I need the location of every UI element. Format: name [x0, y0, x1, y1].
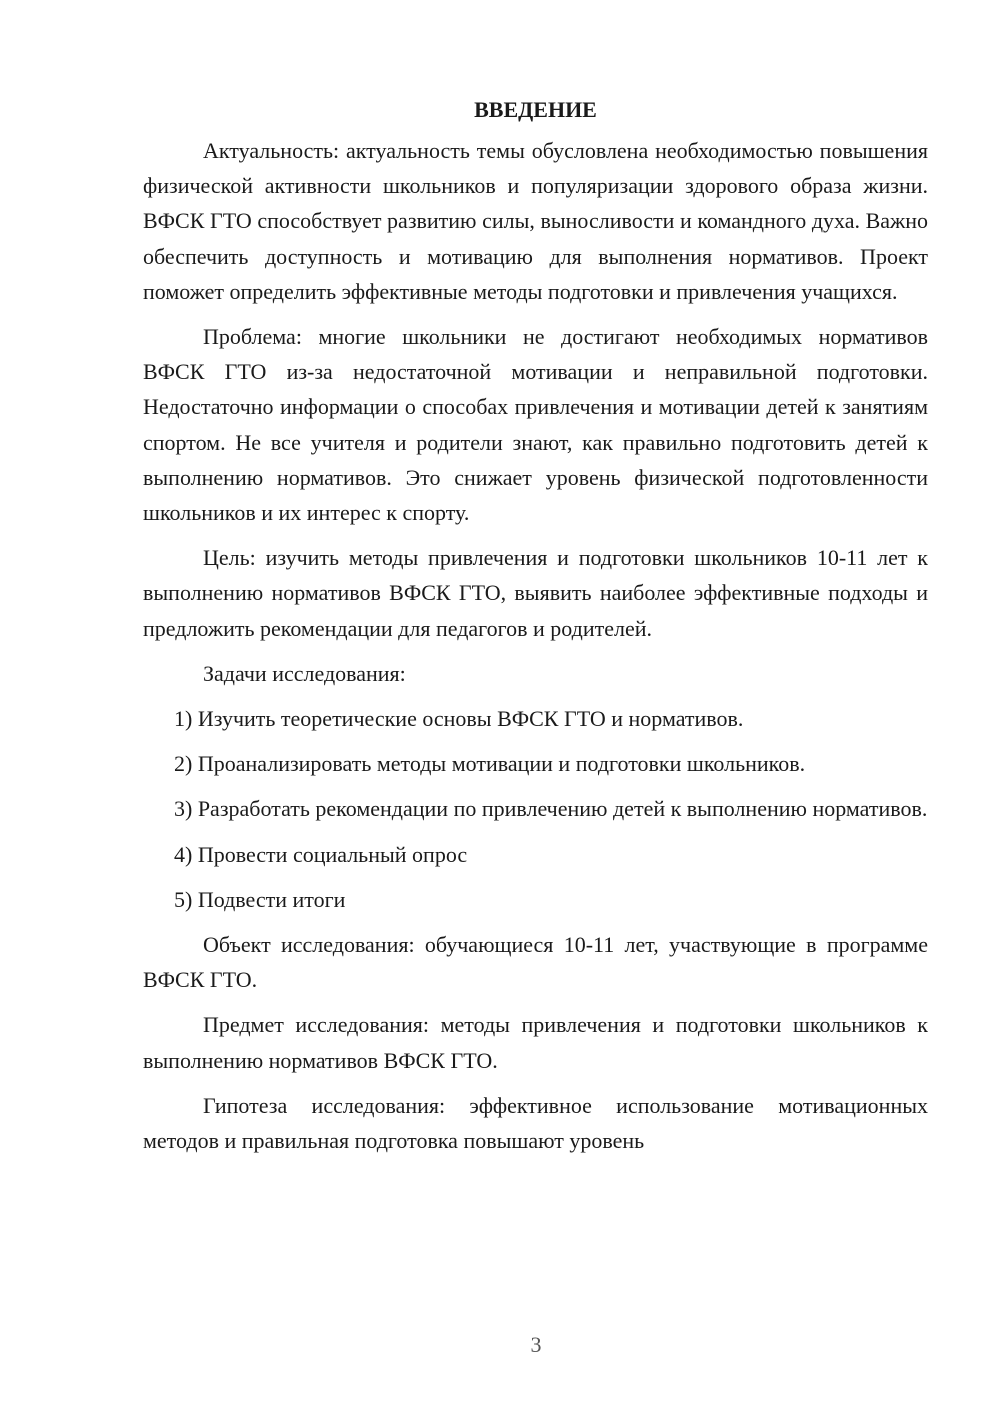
- paragraph-object: Объект исследования: обучающиеся 10-11 лет, участвующие в программе ВФСК ГТО.: [143, 932, 928, 993]
- paragraph-problem: Проблема: многие школьники не достигают необходимых нормативов ВФСК ГТО из-за недостаточной мотивации и неправильной подготовки. Недостаточно информации о способах привлечения и мотивации детей к занятиям спортом. Не все учителя и родители знают, как правильно подготовить детей к выполнению нормативов. Это снижает уровень физической подготовленности школьников и их интерес к спорту.: [143, 324, 928, 526]
- paragraph-goal: Цель: изучить методы привлечения и подготовки школьников 10-11 лет к выполнению нормативов ВФСК ГТО, выявить наиболее эффективные подходы и предложить рекомендации для педагогов и родителей.: [143, 545, 928, 641]
- task-item-2: 2) Проанализировать методы мотивации и подготовки школьников.: [174, 751, 806, 777]
- document-page: [143, 92, 928, 1168]
- paragraph-subject: Предмет исследования: методы привлечения и подготовки школьников к выполнению нормативов ВФСК ГТО.: [143, 1012, 928, 1073]
- paragraph-relevance: Актуальность: актуальность темы обусловлена необходимостью повышения физической активности школьников и популяризации здорового образа жизни. ВФСК ГТО способствует развитию силы, выносливости и командного духа. Важно обеспечить доступность и мотивацию для выполнения нормативов. Проект поможет определить эффективные методы подготовки и привлечения учащихся.: [143, 138, 928, 304]
- section-heading: ВВЕДЕНИЕ: [474, 97, 597, 122]
- task-item-3: 3) Разработать рекомендации по привлечению детей к выполнению нормативов.: [174, 796, 928, 822]
- tasks-title: Задачи исследования:: [203, 660, 406, 686]
- task-item-4: 4) Провести социальный опрос: [174, 841, 468, 867]
- paragraph-hypothesis: Гипотеза исследования: эффективное использование мотивационных методов и правильная подготовка повышают уровень: [143, 1092, 928, 1154]
- task-item-5: 5) Подвести итоги: [174, 886, 346, 912]
- task-item-1: 1) Изучить теоретические основы ВФСК ГТО и нормативов.: [174, 706, 744, 732]
- page-number: 3: [530, 1332, 542, 1357]
